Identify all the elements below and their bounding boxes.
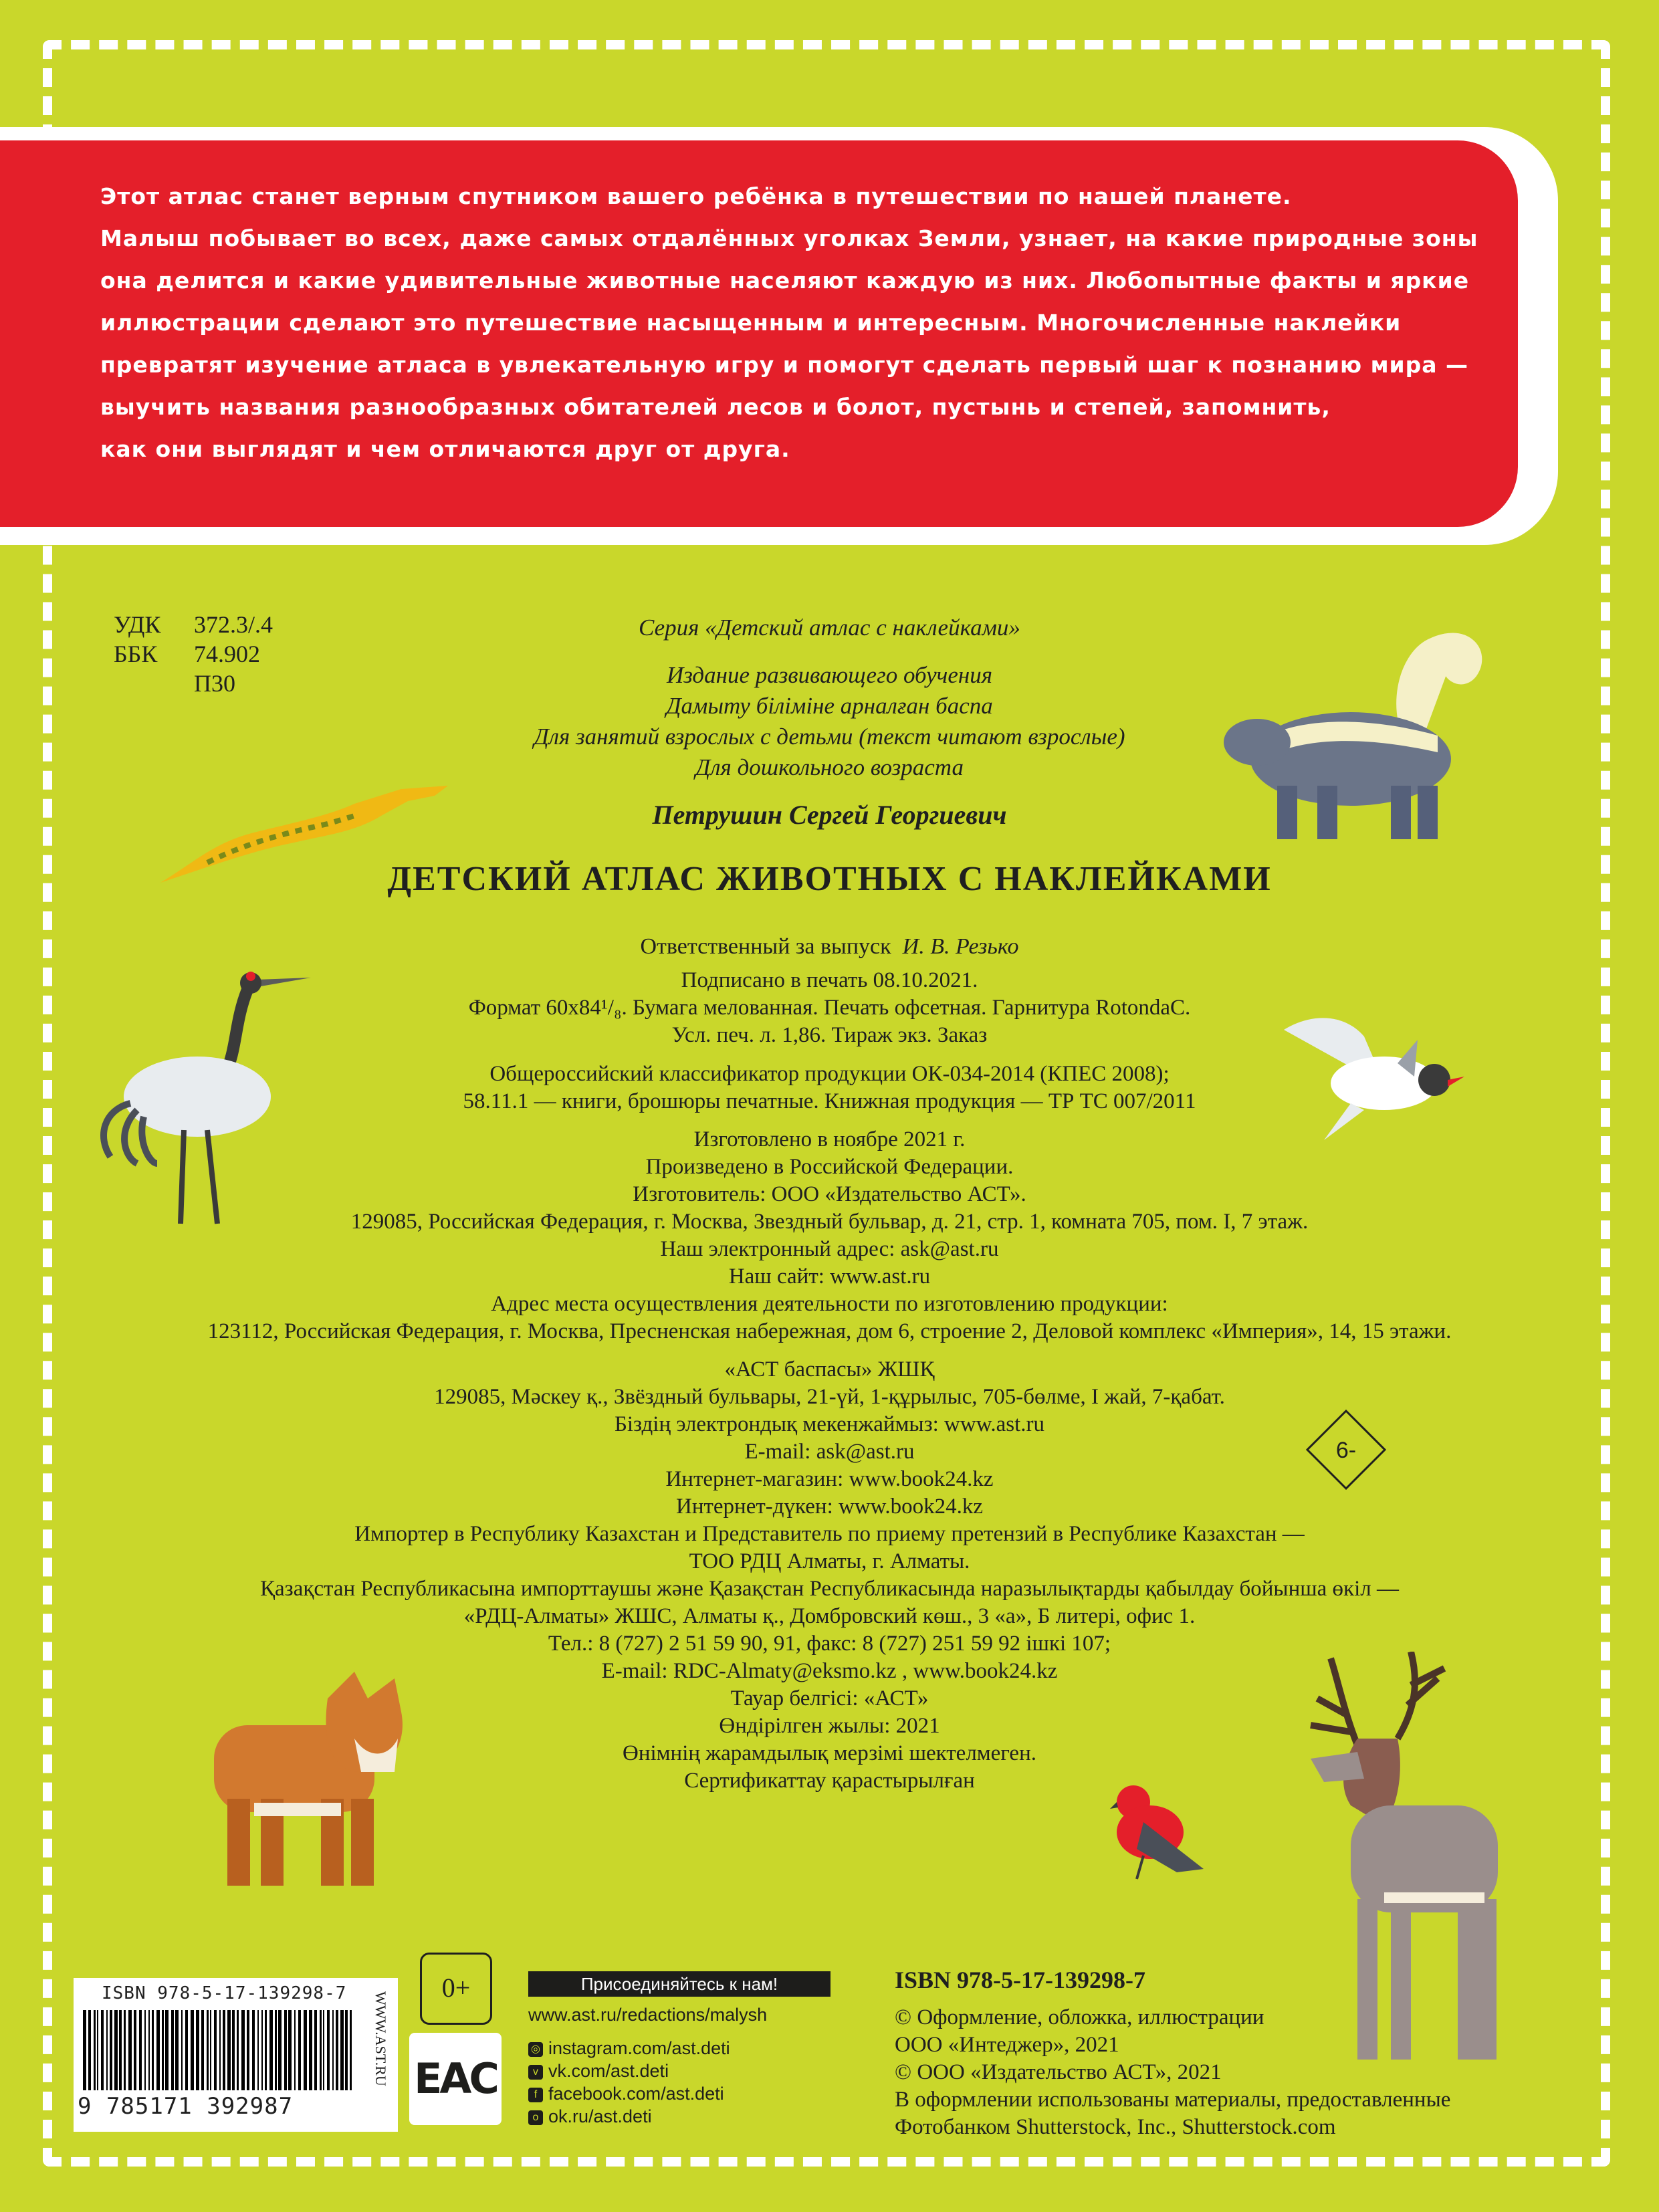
- rights-block: [895, 2004, 1450, 2141]
- barcode-bar: [247, 2010, 249, 2090]
- barcode-bar: [345, 2010, 348, 2090]
- bullfinch-illustration: [1110, 1782, 1204, 1882]
- maker-line: Изготовитель: ООО «Издательство АСТ».: [633, 1182, 1026, 1206]
- banner-text: [100, 175, 1484, 470]
- barcode-bar: [327, 2010, 330, 2090]
- barcode-bar: [304, 2010, 307, 2090]
- barcode-bar: [156, 2010, 160, 2090]
- maker-line: Наш сайт: www.ast.ru: [728, 1264, 931, 1289]
- kz-line: Интернет-магазин: www.book24.kz: [665, 1467, 994, 1491]
- barcode-isbn-text: ISBN 978-5-17-139298-7: [102, 1983, 347, 2003]
- join-us-banner: Присоединяйтесь к нам!: [528, 1971, 831, 1997]
- barcode-digits: 9 785171 392987: [78, 2093, 294, 2120]
- banner-line: Этот атлас станет верным спутником вашего ребёнка в путешествии по нашей планете.: [100, 183, 1292, 209]
- barcode-bar: [207, 2010, 209, 2090]
- edition-line: Для занятий взрослых с детьми (текст читают взрослые): [534, 724, 1125, 750]
- barcode-bar: [171, 2010, 174, 2090]
- edition-line: Издание развивающего обучения: [666, 662, 993, 688]
- ok-text: ok.ru/ast.deti: [548, 2106, 652, 2126]
- ok-link[interactable]: [528, 2106, 652, 2127]
- barcode-bar: [323, 2010, 324, 2090]
- barcode-bar: [294, 2010, 296, 2090]
- barcode-bar: [241, 2010, 245, 2090]
- banner-line: как они выглядят и чем отличаются друг от друга.: [100, 436, 790, 462]
- instagram-link[interactable]: [528, 2038, 730, 2059]
- barcode-bar: [152, 2010, 154, 2090]
- crocodile-illustration: [154, 769, 455, 889]
- kz-line: Тауар белгісі: «АСТ»: [730, 1686, 929, 1710]
- barcode-bar: [110, 2010, 112, 2090]
- barcode-bar: [201, 2010, 204, 2090]
- series: Серия «Детский атлас с наклейками»: [639, 615, 1020, 641]
- barcode-bar: [237, 2010, 239, 2090]
- author-code: П30: [194, 670, 235, 697]
- barcode-bar: [94, 2010, 96, 2090]
- banner-line: иллюстрации сделают это путешествие насыщенным и интересным. Многочисленные наклейки: [100, 310, 1402, 336]
- barcode-bar: [332, 2010, 334, 2090]
- barcode-bar: [185, 2010, 188, 2090]
- banner-line: превратят изучение атласа в увлекательную игру и помогут сделать первый шаг к познанию мира —: [100, 352, 1469, 378]
- age-badge: 0+: [420, 1953, 492, 2025]
- maker-line: Адрес места осуществления деятельности по изготовлению продукции:: [491, 1292, 1168, 1316]
- barcode-bar: [340, 2010, 344, 2090]
- barcode-bar: [298, 2010, 301, 2090]
- kz-line: Интернет-дүкен: www.book24.kz: [675, 1495, 983, 1519]
- barcode-bar: [88, 2010, 91, 2090]
- barcode-bar: [128, 2010, 132, 2090]
- barcode-bar: [252, 2010, 255, 2090]
- kz-line: Қазақстан Республикасына импорттаушы және Қазақстан Республикасында наразылықтарды қабылдау бойынша өкіл —: [260, 1577, 1399, 1601]
- crane-illustration: [90, 963, 318, 1230]
- barcode-bar: [181, 2010, 183, 2090]
- barcode-bar: [288, 2010, 292, 2090]
- maker-line: Изготовлено в ноябре 2021 г.: [693, 1127, 966, 1151]
- age-mark-text: 6-: [1335, 1438, 1357, 1463]
- facebook-link[interactable]: [528, 2084, 724, 2104]
- barcode-bar: [350, 2010, 352, 2090]
- ok-icon: o: [528, 2110, 543, 2125]
- barcode-bar: [175, 2010, 179, 2090]
- barcode-bar: [196, 2010, 199, 2090]
- eac-mark: EAC: [409, 2033, 502, 2125]
- classifier-line: 58.11.1 — книги, брошюры печатные. Книжная продукция — ТР ТС 007/2011: [463, 1089, 1196, 1113]
- barcode-bar: [219, 2010, 221, 2090]
- barcode-bar: [162, 2010, 164, 2090]
- barcode-bar: [232, 2010, 235, 2090]
- barcode-bar: [97, 2010, 98, 2090]
- kz-line: Өнімнің жарамдылық мерзімі шектелмеген.: [623, 1741, 1036, 1765]
- barcode-bar: [124, 2010, 126, 2090]
- responsible-name: И. В. Резько: [902, 934, 1019, 959]
- barcode-bar: [269, 2010, 273, 2090]
- kz-line: ТОО РДЦ Алматы, г. Алматы.: [689, 1549, 970, 1573]
- kz-line: Біздің электрондық мекенжаймыз: www.ast.ru: [614, 1412, 1045, 1436]
- author: Петрушин Сергей Георгиевич: [652, 800, 1007, 830]
- kz-line: Сертификаттау қарастырылған: [684, 1769, 975, 1793]
- maker-line: 129085, Российская Федерация, г. Москва, Звездный бульвар, д. 21, стр. 1, комната 705, пом. I, 7 этаж.: [350, 1210, 1309, 1234]
- kz-line: Тел.: 8 (727) 2 51 59 90, 91, факс: 8 (727) 251 59 92 ішкі 107;: [548, 1632, 1111, 1656]
- maker-line: 123112, Российская Федерация, г. Москва, Пресненская набережная, дом 6, строение 2, Деловой комплекс «Империя», 14, 15 этажи.: [207, 1319, 1452, 1343]
- print-line: Усл. печ. л. 1,86. Тираж экз. Заказ: [671, 1023, 988, 1047]
- book-title: ДЕТСКИЙ АТЛАС ЖИВОТНЫХ С НАКЛЕЙКАМИ: [387, 860, 1272, 898]
- instagram-icon: ◎: [528, 2042, 543, 2057]
- responsible-label: Ответственный за выпуск: [640, 934, 891, 959]
- barcode-bar: [336, 2010, 338, 2090]
- barcode-bar: [165, 2010, 169, 2090]
- maker-line: Наш электронный адрес: ask@ast.ru: [660, 1237, 999, 1261]
- barcode-bar: [144, 2010, 146, 2090]
- lynx-illustration: [201, 1672, 421, 1892]
- facebook-text: facebook.com/ast.deti: [548, 2084, 724, 2104]
- barcode-bar: [106, 2010, 108, 2090]
- barcode-site: WWW.AST.RU: [372, 1991, 389, 2086]
- isbn-main: ISBN 978-5-17-139298-7: [895, 1967, 1145, 1993]
- barcode-bar: [265, 2010, 267, 2090]
- print-line: Формат 60x84¹/₈. Бумага мелованная. Печать офсетная. Гарнитура RotondaC.: [468, 996, 1191, 1020]
- barcode: [80, 2010, 354, 2090]
- banner-line: Малыш побывает во всех, даже самых отдалённых уголках Земли, узнает, на какие природные зоны: [100, 225, 1478, 251]
- maker-line: Произведено в Российской Федерации.: [645, 1155, 1014, 1179]
- barcode-bar: [134, 2010, 136, 2090]
- barcode-bar: [119, 2010, 122, 2090]
- barcode-bar: [214, 2010, 217, 2090]
- barcode-bar: [257, 2010, 259, 2090]
- gull-illustration: [1284, 1010, 1464, 1143]
- udk-value: 372.3/.4: [194, 611, 273, 638]
- kz-line: Импортер в Республику Казахстан и Представитель по приему претензий в Республике Казахстан —: [354, 1522, 1305, 1546]
- kz-line: «РДЦ-Алматы» ЖШС, Алматы қ., Домбровский көш., 3 «а», Б литері, офис 1.: [463, 1604, 1196, 1628]
- barcode-bar: [83, 2010, 86, 2090]
- banner-line: она делится и какие удивительные животные населяют каждую из них. Любопытные факты и яркие: [100, 267, 1470, 294]
- print-line: Подписано в печать 08.10.2021.: [681, 968, 978, 992]
- kz-line: Өндірілген жылы: 2021: [719, 1714, 940, 1738]
- barcode-bar: [309, 2010, 312, 2090]
- bbk-label: ББК: [114, 641, 158, 667]
- barcode-bar: [114, 2010, 118, 2090]
- responsible: [0, 933, 1659, 960]
- edition-line: Для дошкольного возраста: [695, 754, 964, 780]
- barcode-bar: [320, 2010, 322, 2090]
- facebook-icon: f: [528, 2088, 543, 2102]
- barcode-bar: [191, 2010, 194, 2090]
- barcode-bar: [261, 2010, 263, 2090]
- isbn-barcode-block: [74, 1978, 398, 2132]
- edition-line: Дамыту біліміне арналған баспа: [666, 693, 993, 719]
- barcode-bar: [223, 2010, 225, 2090]
- barcode-bar: [314, 2010, 317, 2090]
- instagram-text: instagram.com/ast.deti: [548, 2038, 730, 2058]
- kz-line: 129085, Мәскеу қ., Звёздный бульвары, 21-үй, 1-құрылыс, 705-бөлме, I жай, 7-қабат.: [434, 1385, 1225, 1409]
- barcode-bar: [101, 2010, 104, 2090]
- site-link[interactable]: www.ast.ru/redactions/malysh: [528, 2005, 768, 2025]
- kz-line: E-mail: RDC-Almaty@eksmo.kz , www.book24.kz: [601, 1659, 1058, 1683]
- rights-line: © Оформление, обложка, иллюстрации: [895, 2005, 1264, 2029]
- barcode-bar: [227, 2010, 231, 2090]
- classifier-line: Общероссийский классификатор продукции ОК-034-2014 (КПЕС 2008);: [489, 1062, 1170, 1086]
- kz-line: E-mail: ask@ast.ru: [744, 1440, 915, 1464]
- age-mark-diamond: [1306, 1410, 1386, 1490]
- vk-icon: v: [528, 2065, 543, 2080]
- rights-line: В оформлении использованы материалы, предоставленные: [895, 2088, 1451, 2112]
- barcode-bar: [139, 2010, 142, 2090]
- udk-label: УДК: [114, 611, 161, 638]
- rights-line: © ООО «Издательство АСТ», 2021: [895, 2060, 1222, 2084]
- vk-text: vk.com/ast.deti: [548, 2061, 669, 2081]
- banner-line: выучить названия разнообразных обитателей лесов и болот, пустынь и степей, запомнить,: [100, 394, 1331, 420]
- vk-link[interactable]: [528, 2061, 669, 2082]
- barcode-bar: [210, 2010, 211, 2090]
- rights-line: ООО «Интеджер», 2021: [895, 2033, 1119, 2057]
- barcode-bar: [278, 2010, 282, 2090]
- barcode-bar: [284, 2010, 287, 2090]
- bbk-value: 74.902: [194, 641, 260, 667]
- honey-badger-illustration: [1217, 619, 1484, 846]
- rights-line: Фотобанком Shutterstock, Inc., Shutterstock.com: [895, 2115, 1336, 2139]
- barcode-bar: [148, 2010, 150, 2090]
- kz-line: «АСТ баспасы» ЖШҚ: [724, 1357, 935, 1381]
- barcode-bar: [275, 2010, 277, 2090]
